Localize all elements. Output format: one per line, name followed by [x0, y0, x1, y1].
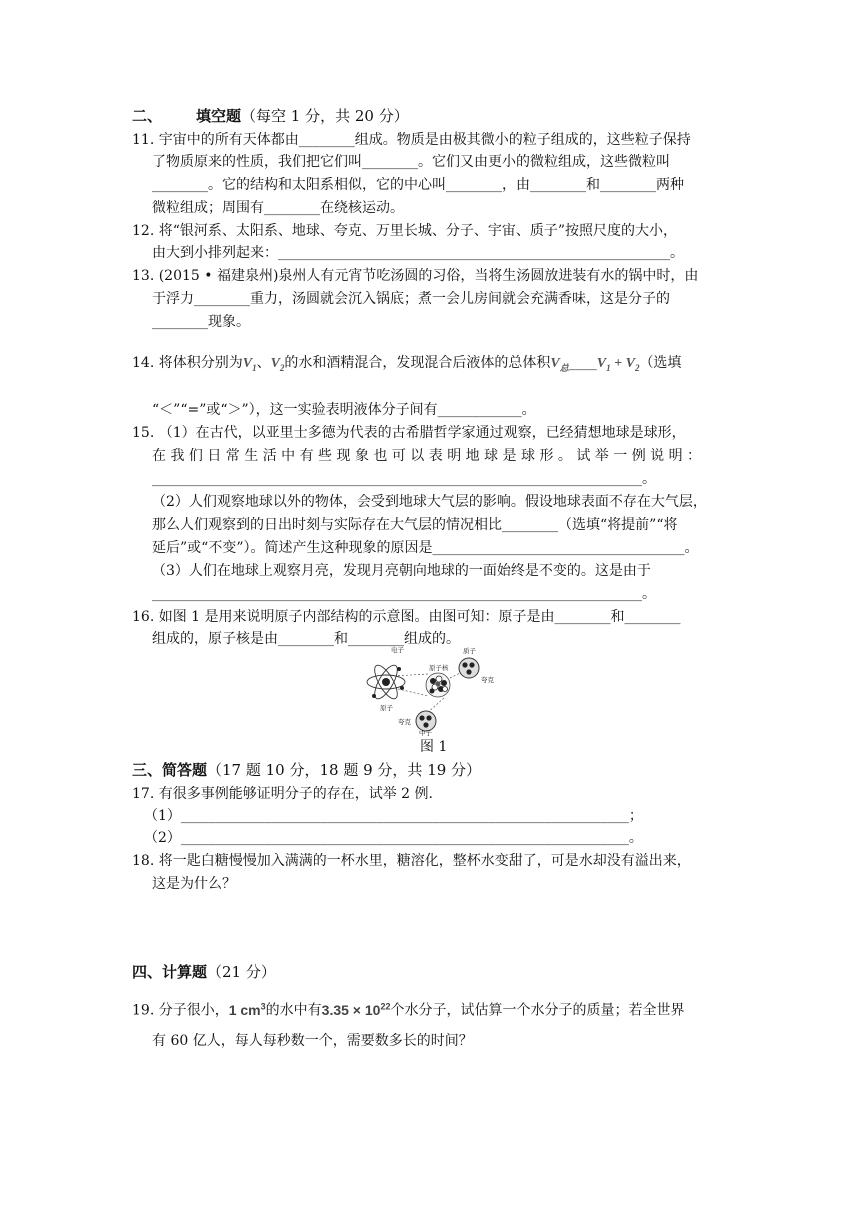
section-2-number: 二、	[132, 107, 163, 125]
q13-line-1: 13. (2015 • 福建泉州)泉州人有元宵节吃汤圆的习俗，当将生汤圆放进装有水的锅中时，由	[132, 268, 699, 284]
q18-line-2: 这是为什么？	[152, 876, 236, 892]
q19-count: $3.35 \times 10^{22}$	[321, 1001, 391, 1018]
section-2-heading	[132, 106, 409, 126]
figure-caption: 图 1	[420, 739, 448, 755]
section-4-note: （21 分）	[207, 963, 276, 981]
q15-line-2: 在 我 们 日 常 生 活 中 有 些 现 象 也 可 以 表 明 地 球 是 球 形 。 试 举 一 例 说 明 ：	[152, 448, 702, 464]
label-nucleus: 原子核	[429, 664, 449, 672]
q14-text-a: 14. 将体积分别为	[132, 355, 243, 371]
q14-text-c: （选填	[639, 355, 682, 371]
q14-line-2: “＜”“=”或“＞”），这一实验表明液体分子间有____________。	[152, 402, 536, 418]
q15-line-7: （3）人们在地球上观察月亮，发现月亮朝向地球的一面始终是不变的。这是由于	[152, 563, 651, 579]
q14-blank: ____	[568, 355, 597, 371]
q19-text-b: 的水中有	[265, 1002, 322, 1019]
q13-line-2: 于浮力________重力，汤圆就会沉入锅底；煮一会儿房间就会充满香味，这是分子的	[152, 291, 670, 307]
q19-line-2: 有 60 亿人，每人每秒数一个，需要数多长的时间？	[152, 1033, 473, 1049]
q13-line-3: ________现象。	[152, 314, 250, 330]
section-3-note: （17 题 10 分，18 题 9 分，共 19 分）	[207, 761, 482, 779]
neutron-icon	[416, 711, 436, 731]
label-electron: 电子	[391, 646, 404, 654]
q12-line-1: 12. 将“银河系、太阳系、地球、夸克、万里长城、分子、宇宙、质子”按照尺度的大小，	[132, 223, 678, 239]
q17-line-1: 17. 有很多事例能够证明分子的存在，试举 2 例.	[132, 786, 433, 802]
q16-line-2: 组成的，原子核是由________和________组成的。	[152, 631, 460, 647]
q15-line-4: （2）人们观察地球以外的物体，会受到地球大气层的影响。假设地球表面不存在大气层，	[152, 494, 707, 510]
section-2-title: 填空题	[196, 107, 242, 125]
q15-line-5: 那么人们观察到的日出时刻与实际存在大气层的情况相比________（选填“将提前”“将	[152, 517, 678, 533]
q19-line-1	[132, 997, 684, 1020]
section-4-heading	[132, 962, 276, 982]
label-atom: 原子	[380, 704, 393, 712]
section-3-title: 三、简答题	[132, 761, 208, 779]
q14-vtotal: $V_总$	[550, 356, 569, 373]
proton-icon	[459, 658, 479, 678]
atom-structure-diagram	[366, 644, 506, 736]
q11-line-4: 微粒组成；周围有________在绕核运动。	[152, 200, 404, 216]
atom-icon	[367, 662, 405, 702]
q11-line-1: 11. 宇宙中的所有天体都由________组成。物质是由极其微小的粒子组成的，这些粒子保持	[132, 132, 691, 148]
q15-line-8: ______________________________________________________________________。	[152, 586, 656, 602]
q17-line-3: （2）________________________________________________________________。	[144, 830, 643, 846]
q11-line-2: 了物质原来的性质，我们把它们叫________。它们又由更小的微粒组成，这些微粒叫	[152, 154, 670, 170]
q14-v1: $V_1$	[242, 356, 257, 373]
q11-line-3: ________。它的结构和太阳系相似，它的中心叫________，由________和________两种	[152, 177, 684, 193]
nucleus-icon	[426, 673, 450, 697]
q14-sep: 、	[256, 355, 271, 371]
q14-text-b: 的水和酒精混合，发现混合后液体的总体积	[284, 355, 551, 371]
q15-line-6: 延后”或“不变”）。简述产生这种现象的原因是____________________________________。	[152, 540, 699, 556]
label-quark-2: 夸克	[398, 718, 411, 726]
q19-text-c: 个水分子，试估算一个水分子的质量；若全世界	[390, 1002, 685, 1019]
label-neutron: 中子	[419, 729, 432, 736]
q14-v2: $V_2$	[270, 356, 285, 373]
q19-text-a: 19. 分子很小，	[132, 1002, 229, 1019]
section-3-heading	[132, 760, 481, 780]
q16-line-1: 16. 如图 1 是用来说明原子内部结构的示意图。由图可知：原子是由________和________	[132, 609, 681, 625]
q17-line-2: （1）________________________________________________________________；	[144, 808, 643, 824]
q15-line-3: ______________________________________________________________________。	[152, 471, 656, 487]
q18-line-1: 18. 将一匙白糖慢慢加入满满的一杯水里，糖溶化，整杯水变甜了，可是水却没有溢出来，	[132, 853, 691, 869]
label-quark-1: 夸克	[481, 676, 494, 684]
label-proton: 质子	[463, 647, 476, 655]
q19-volume: 1 $cm^3$	[228, 1001, 266, 1018]
q14-sum: $V_1 + V_2$	[596, 356, 640, 373]
q14-line-1	[132, 354, 681, 377]
q15-line-1: 15. （1）在古代，以亚里士多德为代表的古希腊哲学家通过观察，已经猜想地球是球形，	[132, 425, 686, 441]
section-4-title: 四、计算题	[132, 963, 208, 981]
section-2-note: （每空 1 分，共 20 分）	[241, 107, 409, 125]
q12-line-2: 由大到小排列起来：________________________________________________________。	[152, 245, 684, 261]
